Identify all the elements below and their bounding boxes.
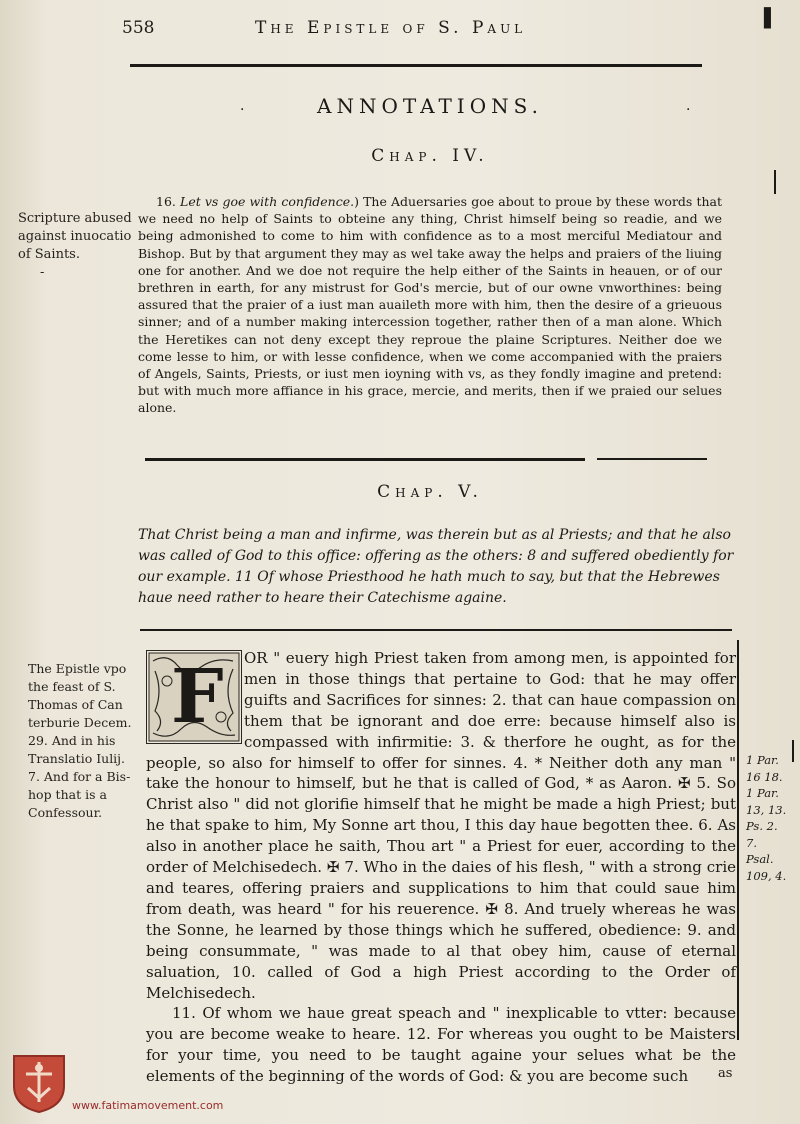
website-link[interactable]: www.fatimamovement.com [72,1099,224,1112]
chapter-5-text [146,648,736,1087]
chapter-4-margin-note: Scripture abused against inuocatio of Saints. - [18,211,132,280]
seal-logo-icon [10,1052,68,1114]
chapter-4-annotation [138,193,722,417]
decorative-dot: · [240,102,245,118]
annotations-title: ANNOTATIONS. [317,94,543,118]
chapter-5-summary: That Christ being a man and infirme, was therein but as al Priests; and that he also was called of God to this office: offering as the others: 8 and suffered obediently for our example. 11 Of whose Priesthood he hath much to say, but that the Hebrewes haue need rather to heare their Catechisme againe. [138,527,734,606]
column-bar [737,640,739,1040]
decorative-dot: · [686,102,691,118]
page-number: 558 [122,18,155,38]
chapter-5-margin-note: The Epistle vpo the feast of S. Thomas of Can terburie Decem. 29. And in his Translatio Iulij. 7. And for a Bis- hop that is a Confessour. [28,661,132,820]
annotation-text: ) The Aduersaries goe about to proue by these words that we need no help of Saints to obteine any thing, Christ himself being so readie, and we being admonished to come to him with confidence as to a most merciful Mediatour and Bishop. But by that argument they may as wel take away the helps and praiers of the liuing one for another. And we doe not require the help either of the Saints in heauen, or of our brethren in earth, for any mistrust for God's mercie, but of our owne vnworthines: being assured that the praier of a iust man auaileth more with him, then the desire of a grieuous sinner; and of a number making intercession together, rather then of a man alone. Which the Heretikes can not deny except they reproue the plaine Scriptures. Neither doe we come lesse to him, or with lesse confidence, when we come accompanied with the praiers of Angels, Saints, Priests, or iust men ioyning with vs, as they fondly imagine and pretend: but with much more affiance in his grace, mercie, and merits, then if we praied our selues alone. [138,194,722,416]
annotation-lemma: Let vs goe with confidence. [180,194,355,209]
running-title: The Epistle of S. Paul [255,18,527,38]
drop-cap-letter: F [171,654,224,740]
section-rule-short [597,458,707,460]
cross-references: 1 Par. 16 18. 1 Par. 13, 13. Ps. 2. 7. Psal. 109, 4. [746,753,787,883]
chapter-5-heading: Chap. V. [377,482,483,502]
header-rule [130,64,702,67]
paragraph-1: OR " euery high Priest taken from among men, is appointed for men in those things that pertaine to God: that he may offer guifts and Sacrifices for sinnes: 2. that can haue compassion on them that be ignorant and doe erre: because himself also is compassed with infirmitie: 3. & therfore he ought, as for the people, so also for himself to offer for sinnes. 4. * Neither doth any man " take the honour to himself, but he that is called of God, * as Aaron. ✠ 5. So Christ also " did not glorifie himself that he might be made a high Priest; but he that spake to him, My Sonne art thou, I this day haue begotten thee. 6. As also in another place he saith, Thou art " a Priest for euer, according to the order of Melchisedech. ✠ 7. Who in the daies of his flesh, " with a strong crie and teares, offering praiers and supplications to him that could saue him from death, was heard " for his reuerence. ✠ 8. And truely whereas he was the Sonne, he learned by those things which he suffered, obedience: 9. and being consummate, " was made to al that obey him, cause of eternal saluation, 10. called of God a high Priest according to the Order of Melchisedech. [146,649,736,1002]
paragraph-2: 11. Of whom we haue great speach and " inexplicable to vtter: because you are become weake to heare. 12. For whereas you ought to be Maisters for your time, you need to be taught againe your selues what be the elements of the beginning of the words of God: & you are become such [146,1004,736,1086]
corner-mark: ▌ [764,8,778,29]
section-rule [145,458,585,461]
margin-bar [774,170,776,194]
right-bar [792,740,794,762]
chapter-4-heading: Chap. IV. [371,146,489,166]
catchword: as [718,1066,733,1081]
summary-rule [140,629,732,631]
annotation-ref: 16. [156,194,176,209]
